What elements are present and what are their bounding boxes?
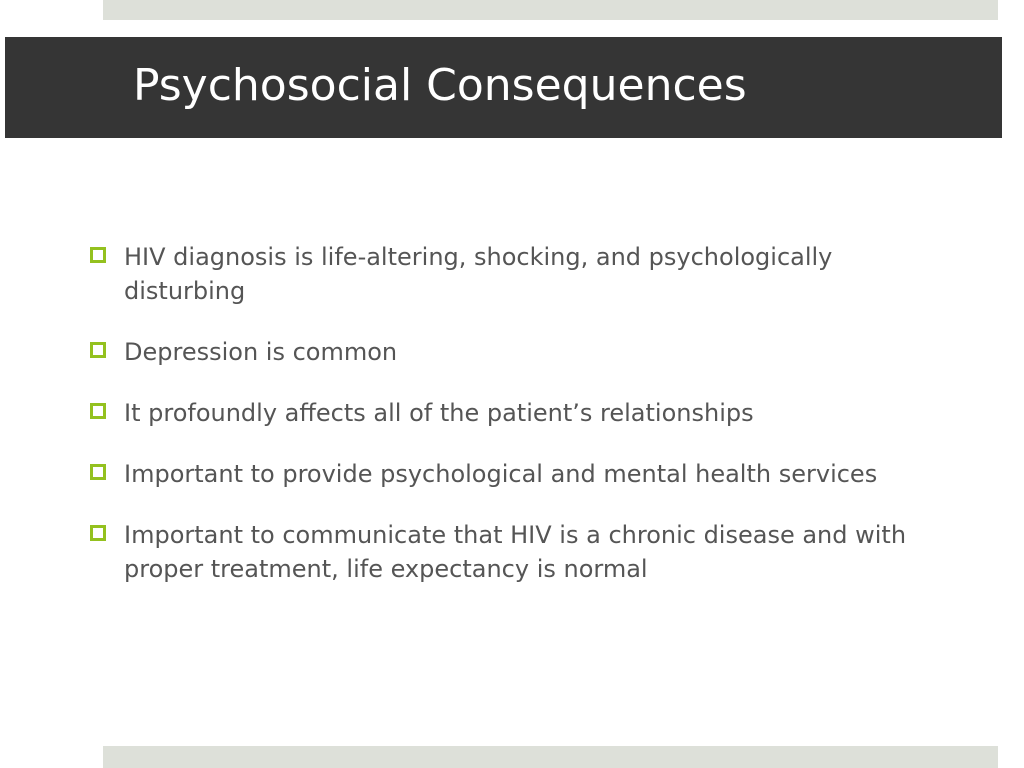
bullet-text: HIV diagnosis is life-altering, shocking, and psychologically disturbing (124, 243, 833, 305)
bullet-text: Important to communicate that HIV is a chronic disease and with proper treatment, life expectancy is normal (124, 521, 907, 583)
slide-title: Psychosocial Consequences (133, 60, 747, 111)
bullet-list (90, 240, 920, 613)
square-bullet-icon (90, 464, 106, 480)
bullet-item (90, 396, 920, 430)
square-bullet-icon (90, 525, 106, 541)
bottom-accent-strip (103, 746, 998, 768)
bullet-text: It profoundly affects all of the patient’s relationships (124, 399, 754, 427)
bullet-item (90, 457, 920, 491)
bullet-item (90, 335, 920, 369)
bullet-text: Depression is common (124, 338, 398, 366)
square-bullet-icon (90, 342, 106, 358)
top-accent-strip (103, 0, 998, 20)
square-bullet-icon (90, 403, 106, 419)
bullet-item (90, 240, 920, 308)
bullet-text: Important to provide psychological and mental health services (124, 460, 878, 488)
bullet-item (90, 518, 920, 586)
square-bullet-icon (90, 247, 106, 263)
